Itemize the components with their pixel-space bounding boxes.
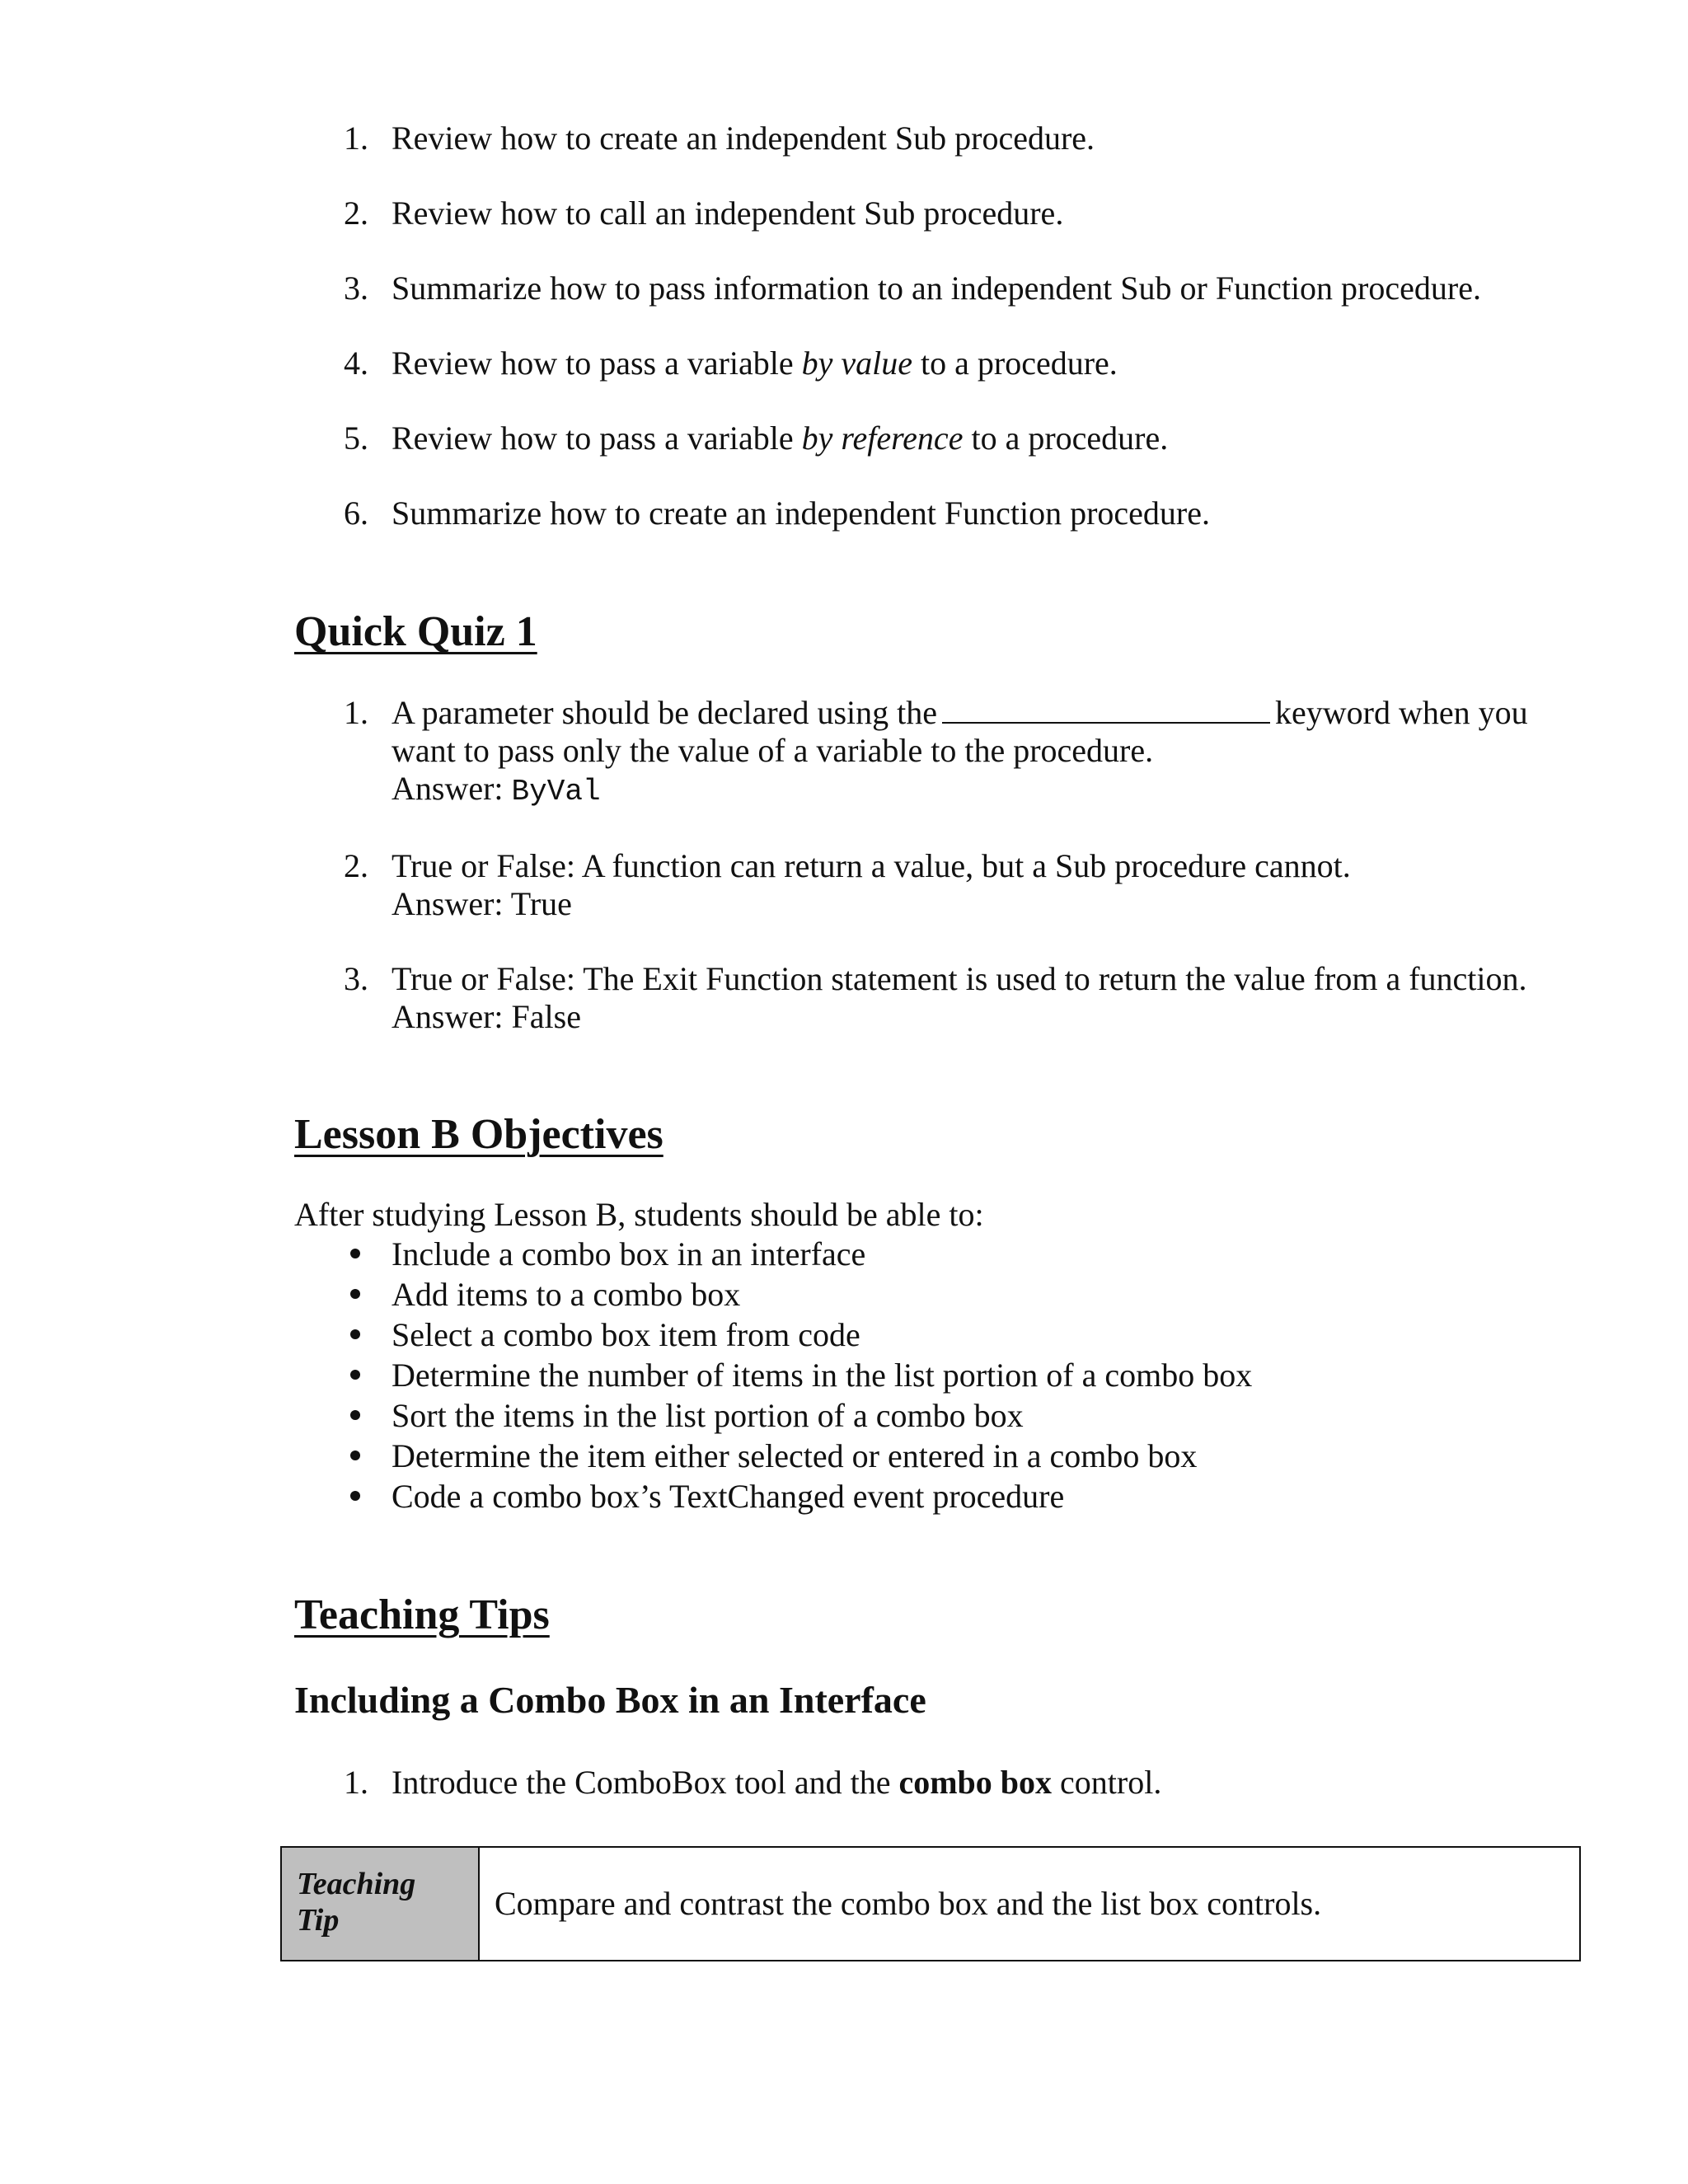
tips-heading: Teaching Tips [294,1591,550,1638]
question-text: True or False: A function can return a value, but a Sub procedure cannot. [392,847,1351,884]
emphasis: by value [801,344,913,382]
list-text: Add items to a combo box [392,1276,741,1313]
fill-in-blank [942,694,1270,724]
question-answer: Answer: False [392,998,581,1035]
teaching-tip-body [480,1848,1579,1960]
list-text: Review how to create an independent Sub procedure. [392,120,1095,157]
list-text: Review how to pass a variable by value to a procedure. [392,344,1118,382]
list-number: 2. [344,194,368,232]
question-number: 3. [344,960,368,997]
teaching-tip-label: Teaching Tip [282,1848,480,1960]
list-text: Determine the item either selected or entered in a combo box [392,1437,1198,1474]
tips-subheading: Including a Combo Box in an Interface [294,1679,926,1721]
list-number: 3. [344,269,368,307]
objectives-intro: After studying Lesson B, students should be able to: [294,1196,984,1233]
bold-term: combo box [898,1764,1053,1801]
question-text: A parameter should be declared using the keyword when you [392,694,1528,731]
list-number: 1. [344,120,368,157]
teaching-tip-table [280,1846,1581,1961]
list-text: Review how to call an independent Sub procedure. [392,194,1064,232]
list-text: Summarize how to create an independent Function procedure. [392,494,1210,532]
list-text: Review how to pass a variable by reference to a procedure. [392,419,1169,457]
list-text: Include a combo box in an interface [392,1235,866,1272]
list-text: Code a combo box’s TextChanged event procedure [392,1478,1065,1515]
bullet-icon [350,1249,367,1265]
emphasis: by reference [801,419,964,457]
teaching-tip-text: Compare and contrast the combo box and the list box controls. [495,1885,1322,1922]
list-number: 1. [344,1764,368,1801]
bullet-icon [350,1410,367,1427]
quiz-heading: Quick Quiz 1 [294,608,537,655]
objectives-heading: Lesson B Objectives [294,1111,663,1158]
list-text: Summarize how to pass information to an independent Sub or Function procedure. [392,269,1481,307]
list-text: Select a combo box item from code [392,1316,860,1353]
bullet-icon [350,1370,367,1386]
bullet-icon [350,1451,367,1467]
list-number: 4. [344,344,368,382]
question-number: 2. [344,847,368,884]
question-text: True or False: The Exit Function statement is used to return the value from a function. [392,960,1527,997]
bullet-icon [350,1491,367,1507]
question-answer: Answer: True [392,885,572,922]
question-text: want to pass only the value of a variable to the procedure. [392,732,1154,769]
bullet-icon [350,1329,367,1346]
list-number: 6. [344,494,368,532]
bullet-icon [350,1289,367,1305]
list-text: Introduce the ComboBox tool and the combo box control. [392,1764,1162,1801]
list-text: Sort the items in the list portion of a combo box [392,1397,1024,1434]
question-answer: Answer: ByVal [392,770,601,808]
list-text: Determine the number of items in the list portion of a combo box [392,1357,1253,1394]
code-answer: ByVal [511,775,601,808]
list-number: 5. [344,419,368,457]
question-number: 1. [344,694,368,731]
